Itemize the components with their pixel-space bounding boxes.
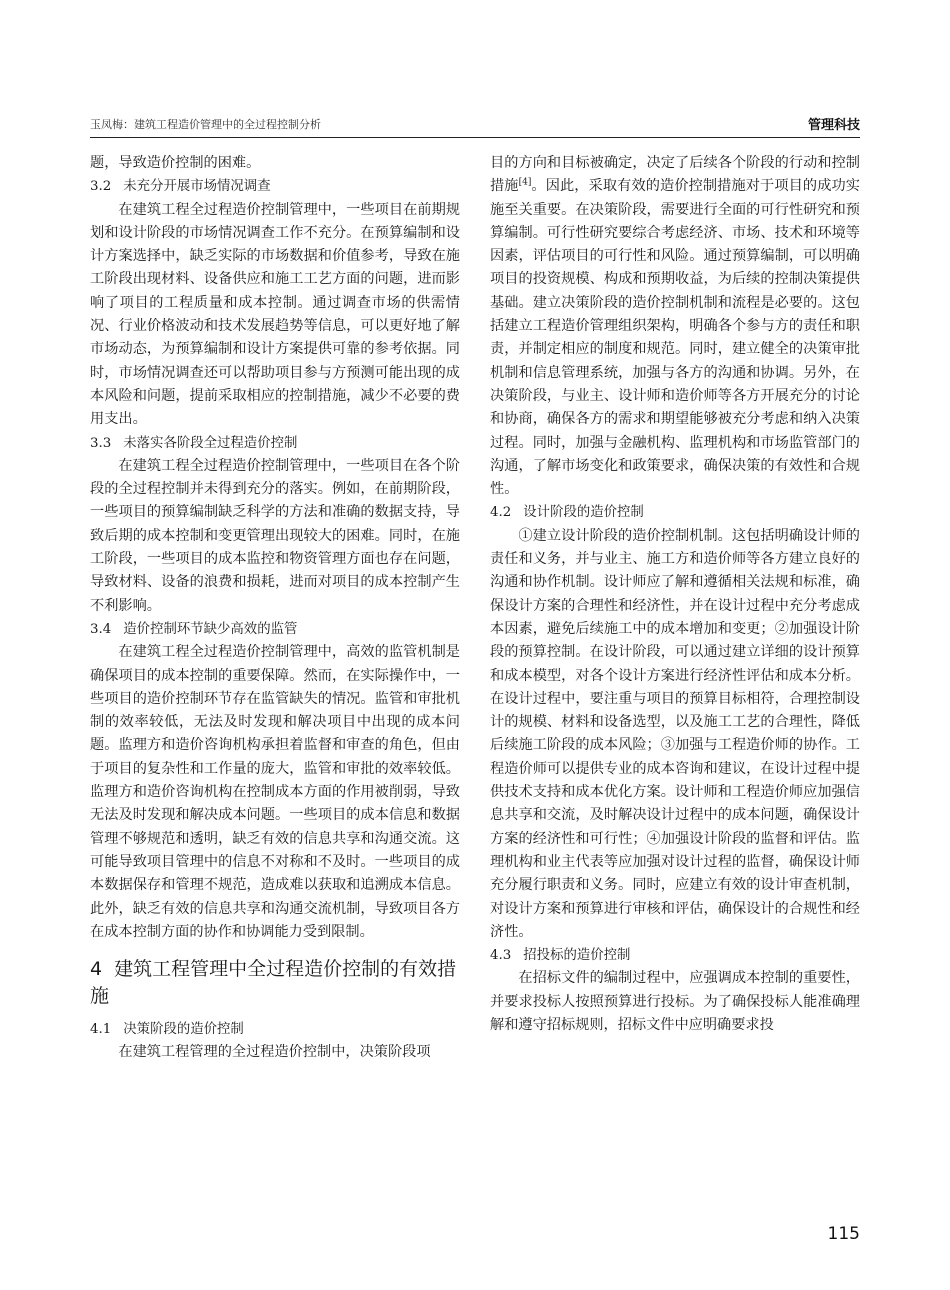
- paragraph-4-2: ①建立设计阶段的造价控制机制。这包括明确设计师的责任和义务，并与业主、施工方和造价师等各方建立良好的沟通和协作机制。设计师应了解和遵循相关法规和标准，确保设计方案的合理性和经济性，并在设计过程中充分考虑成本因素，避免后续施工中的成本增加和变更；②加强设计阶段的预算控制。在设计阶段，可以通过建立详细的设计预算和成本模型，对各个设计方案进行经济性评估和成本分析。在设计过程中，要注重与项目的预算目标相符，合理控制设计的规模、材料和设备选型，以及施工工艺的合理性，降低后续施工阶段的成本风险；③加强与工程造价师的协作。工程造价师可以提供专业的成本咨询和建议，在设计过程中提供技术支持和成本优化方案。设计师和工程造价师应加强信息共享和交流，及时解决设计过程中的成本问题，确保设计方案的经济性和可行性；④加强设计阶段的监督和评估。监理机构和业主代表等应加强对设计过程的监督，确保设计师充分履行职责和义务。同时，应建立有效的设计审查机制，对设计方案和预算进行审核和评估，确保设计的合规性和经济性。: [490, 527, 860, 940]
- header-rule: [90, 137, 860, 138]
- subsection-3-4-heading: [90, 618, 460, 641]
- subsection-4-3-heading: [490, 944, 860, 967]
- left-column: [90, 152, 460, 1065]
- paragraph-3-3: 在建筑工程全过程造价控制管理中，一些项目在各个阶段的全过程控制并未得到充分的落实。例如，在前期阶段，一些项目的预算编制缺乏科学的方法和准确的数据支持，导致后期的成本控制和变更管理出现较大的困难。同时，在施工阶段，一些项目的成本监控和物资管理方面也存在问题，导致材料、设备的浪费和损耗，进而对项目的成本控制产生不利影响。: [90, 457, 460, 614]
- citation-ref: [4]: [518, 177, 532, 188]
- subsection-number: 3.3: [90, 435, 112, 451]
- subsection-title: 设计阶段的造价控制: [523, 505, 644, 521]
- paragraph-continuation: 题，导致造价控制的困难。: [90, 155, 261, 171]
- right-column: [490, 152, 860, 1037]
- subsection-title: 造价控制环节缺少高效的监管: [123, 621, 298, 637]
- subsection-4-1-heading: [90, 1018, 460, 1041]
- page-number: 115: [827, 1224, 860, 1244]
- section-4-heading: [90, 956, 460, 1010]
- subsection-number: 4.1: [90, 1022, 112, 1038]
- paragraph-3-2: 在建筑工程全过程造价控制管理中，一些项目在前期规划和设计阶段的市场情况调查工作不充分。在预算编制和设计方案选择中，缺乏实际的市场数据和价值参考，导致在施工阶段出现材料、设备供应和施工工艺方面的问题，进而影响了项目的工程质量和成本控制。通过调查市场的供需情况、行业价格波动和技术发展趋势等信息，可以更好地了解市场动态，为预算编制和设计方案提供可靠的参考依据。同时，市场情况调查还可以帮助项目参与方预测可能出现的成本风险和问题，提前采取相应的控制措施，减少不必要的费用支出。: [90, 201, 460, 428]
- paragraph-4-3: 在招标文件的编制过程中，应强调成本控制的重要性，并要求投标人按照预算进行投标。为了确保投标人能准确理解和遵守招标规则，招标文件中应明确要求投: [490, 970, 860, 1033]
- subsection-number: 4.3: [490, 948, 512, 964]
- journal-name: 管理科技: [807, 118, 860, 133]
- section-number: 4: [90, 958, 103, 981]
- subsection-4-2-heading: [490, 501, 860, 524]
- paragraph-3-4: 在建筑工程全过程造价控制管理中，高效的监管机制是确保项目的成本控制的重要保障。然而，在实际操作中，一些项目的造价控制环节存在监管缺失的情况。监管和审批机制的效率较低，无法及时发现和解决项目中出现的成本问题。监理方和造价咨询机构承担着监督和审查的角色，但由于项目的复杂性和工作量的庞大，监管和审批的效率较低。监理方和造价咨询机构在控制成本方面的作用被削弱，导致无法及时发现和解决成本问题。一些项目的成本信息和数据管理不够规范和透明，缺乏有效的信息共享和沟通交流。这可能导致项目管理中的信息不对称和不及时。一些项目的成本数据保存和管理不规范，造成难以获取和追溯成本信息。此外，缺乏有效的信息共享和沟通交流机制，导致项目各方在成本控制方面的协作和协调能力受到限制。: [90, 644, 460, 940]
- subsection-number: 4.2: [490, 505, 512, 521]
- subsection-title: 未落实各阶段全过程造价控制: [123, 435, 298, 451]
- subsection-number: 3.4: [90, 621, 112, 637]
- subsection-number: 3.2: [90, 179, 112, 195]
- subsection-title: 招投标的造价控制: [523, 948, 631, 964]
- section-title: 建筑工程管理中全过程造价控制的有效措施: [90, 958, 457, 1008]
- subsection-3-3-heading: [90, 432, 460, 455]
- paragraph-text: 。因此，采取有效的造价控制措施对于项目的成功实施至关重要。在决策阶段，需要进行全面的可行性研究和预算编制。可行性研究要综合考虑经济、市场、技术和环境等因素，评估项目的可行性和风险。通过预算编制，可以明确项目的投资规模、构成和预期收益，为后续的控制决策提供基础。建立决策阶段的造价控制机制和流程是必要的。这包括建立工程造价管理组织架构，明确各个参与方的责任和职责，并制定相应的制度和规范。同时，建立健全的决策审批机制和信息管理系统，加强与各方的沟通和协调。另外，在决策阶段，与业主、设计师和造价师等各方开展充分的讨论和协商，确保各方的需求和期望能够被充分考虑和纳入决策过程。同时，加强与金融机构、监理机构和市场监管部门的沟通，了解市场变化和政策要求，确保决策的有效性和合规性。: [490, 178, 860, 498]
- running-header: [90, 114, 860, 136]
- subsection-3-2-heading: [90, 175, 460, 198]
- subsection-title: 决策阶段的造价控制: [123, 1022, 244, 1038]
- subsection-title: 未充分开展市场情况调查: [123, 179, 271, 195]
- paragraph-4-1-continued: [490, 152, 860, 501]
- paragraph-text: 目的方向和目标被确定，决定了后续各个阶段的行动和控制措施: [490, 155, 860, 195]
- running-title: 玉凤梅：建筑工程造价管理中的全过程控制分析: [90, 118, 321, 131]
- paragraph-4-1-start: 在建筑工程管理的全过程造价控制中，决策阶段项: [118, 1044, 431, 1061]
